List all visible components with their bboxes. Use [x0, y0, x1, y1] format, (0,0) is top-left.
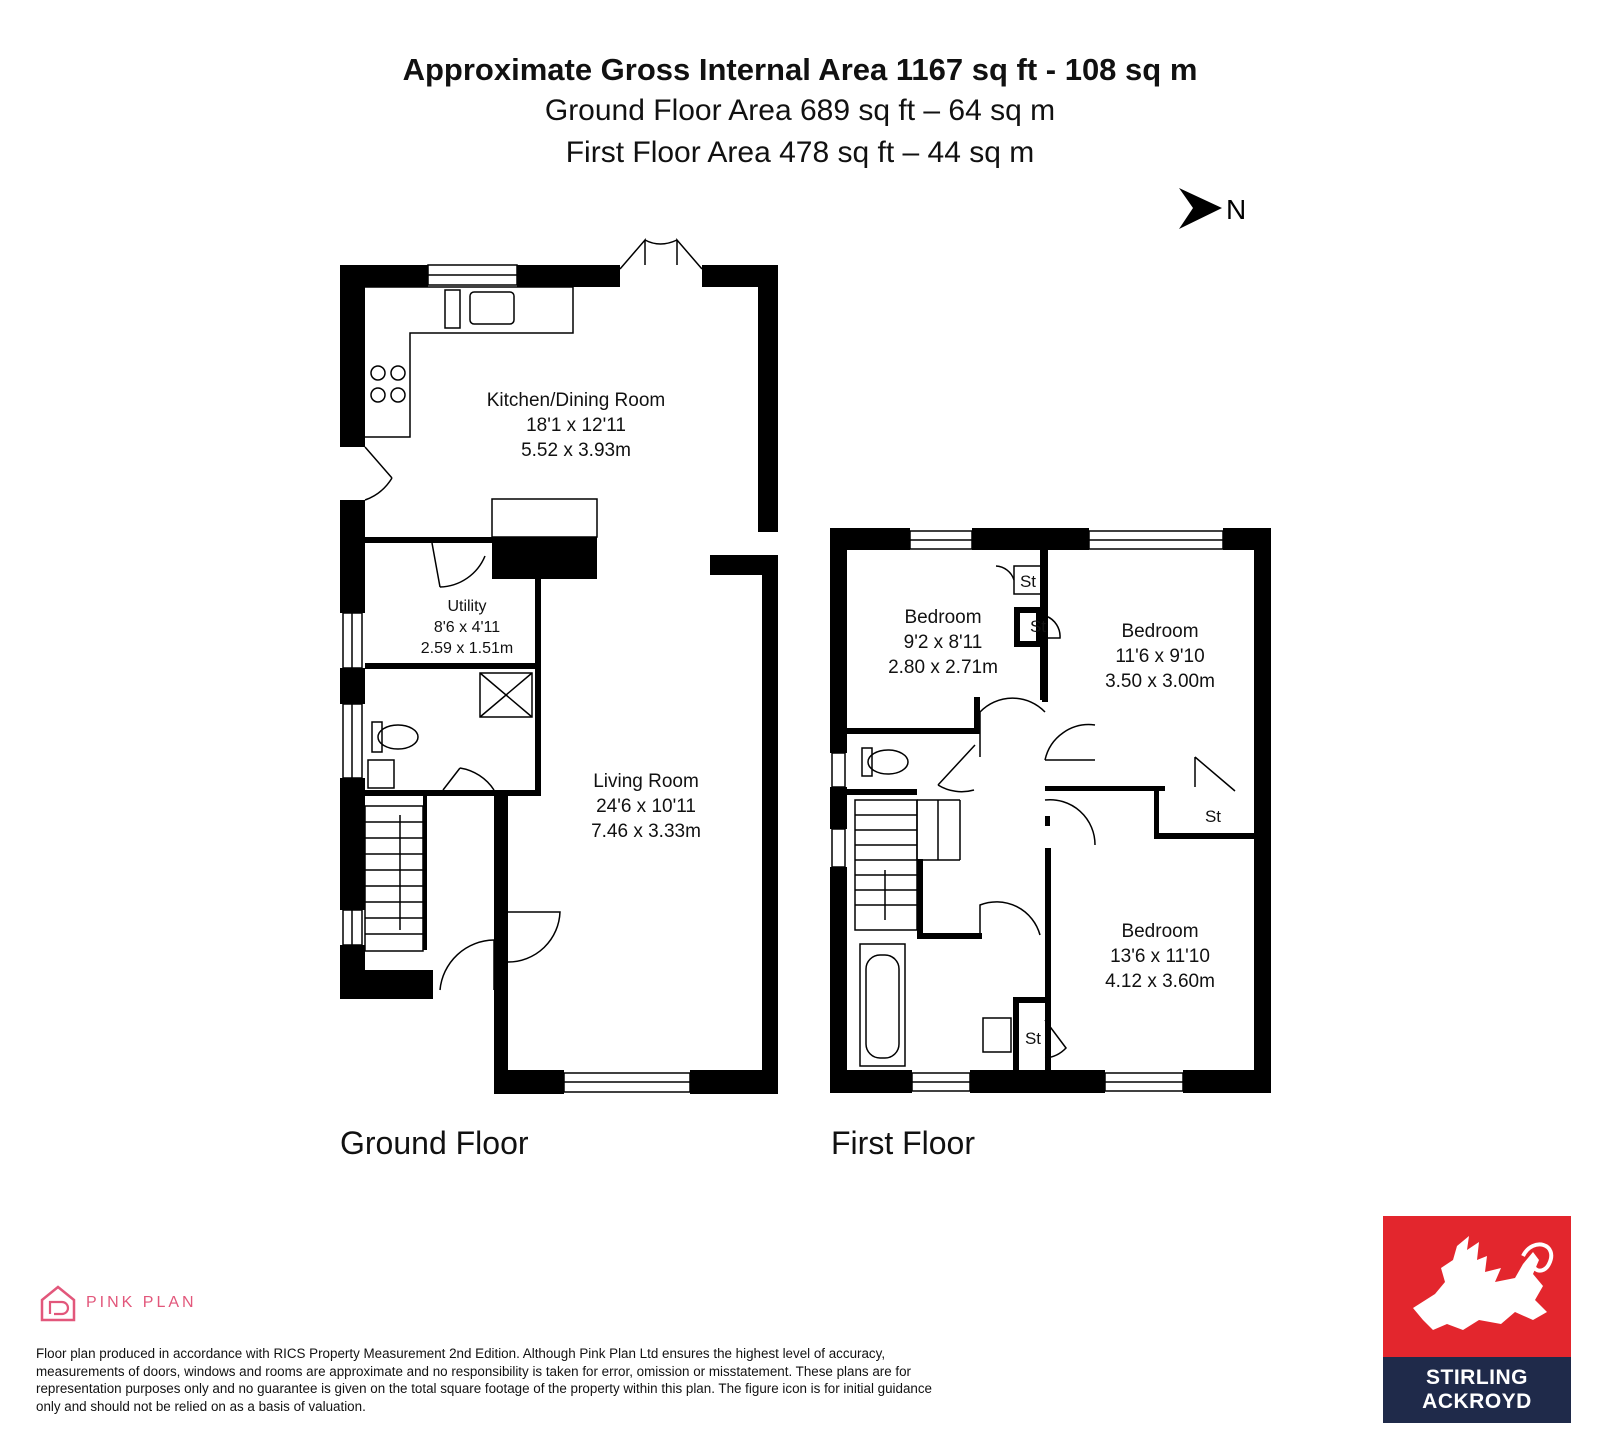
utility-imperial: 8'6 x 4'11 [433, 619, 501, 636]
agent-wordmark [1383, 1357, 1571, 1423]
living-metric: 7.46 x 3.33m [591, 821, 701, 842]
first-floor-area: First Floor Area 478 sq ft – 44 sq m [565, 136, 1035, 169]
agent-line1: STIRLING [1426, 1366, 1528, 1389]
ground-floor-area: Ground Floor Area 689 sq ft – 64 sq m [544, 94, 1056, 127]
storage-label-3: St [1204, 807, 1222, 826]
bedroom1-imperial: 9'2 x 8'11 [903, 632, 983, 653]
pink-plan-wordmark: PINK PLAN [86, 1294, 197, 1311]
disclaimer-text: Floor plan produced in accordance with RICS Property Measurement 2nd Edition. Although Pink Plan Ltd ensures the highest level of accuracy, measurements of doors, windows and rooms are approximate and no responsibility is taken for error, omission or misstatement. These plans are for representation purposes only and no guarantee is given on the total square footage of the property within this plan. The figure icon is for initial guidance only and should not be relied on as a basis of valuation. [36, 1346, 933, 1414]
kitchen-imperial: 18'1 x 12'11 [526, 415, 626, 436]
pink-plan-logo [38, 1284, 197, 1322]
first-floor-label: First Floor [831, 1125, 975, 1161]
bedroom1-metric: 2.80 x 2.71m [888, 657, 998, 678]
kitchen-metric: 5.52 x 3.93m [521, 440, 631, 461]
pink-plan-house-icon [38, 1284, 78, 1322]
living-name: Living Room [593, 771, 699, 792]
stirling-ackroyd-logo [1383, 1216, 1571, 1423]
storage-label-1: St [1019, 572, 1037, 591]
north-label: N [1226, 194, 1247, 225]
bedroom2-name: Bedroom [1121, 621, 1199, 642]
bedroom3-imperial: 13'6 x 11'10 [1110, 946, 1210, 967]
bedroom2-imperial: 11'6 x 9'10 [1115, 646, 1205, 667]
storage-label-4: St [1024, 1029, 1042, 1048]
agent-line2: ACKROYD [1422, 1390, 1532, 1413]
bedroom3-metric: 4.12 x 3.60m [1105, 971, 1215, 992]
utility-metric: 2.59 x 1.51m [420, 640, 514, 657]
bedroom3-name: Bedroom [1121, 921, 1199, 942]
griffin-emblem [1383, 1216, 1571, 1357]
kitchen-name: Kitchen/Dining Room [486, 390, 666, 411]
ground-floor-label: Ground Floor [340, 1125, 529, 1161]
ground-floor-labels [421, 390, 701, 842]
bedroom1-name: Bedroom [904, 607, 982, 628]
bedroom2-metric: 3.50 x 3.00m [1105, 671, 1215, 692]
living-imperial: 24'6 x 10'11 [596, 796, 696, 817]
storage-label-2: St [1029, 617, 1047, 636]
total-area-title: Approximate Gross Internal Area 1167 sq ft - 108 sq m [402, 52, 1198, 87]
griffin-icon [1383, 1216, 1571, 1357]
north-arrow-icon [1179, 188, 1246, 229]
utility-name: Utility [447, 598, 487, 615]
